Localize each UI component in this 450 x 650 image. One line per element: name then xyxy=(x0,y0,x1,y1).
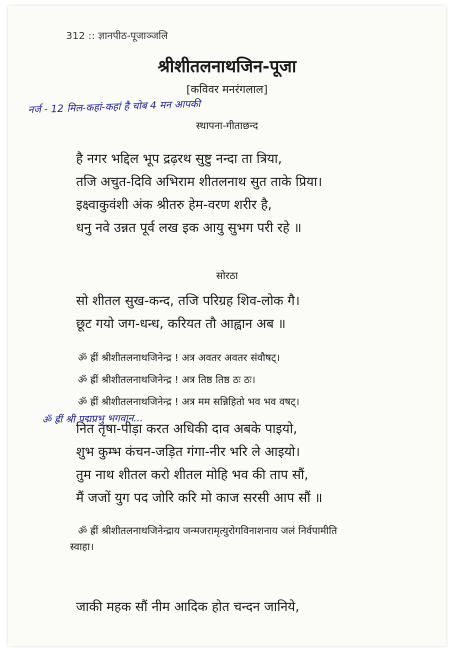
sortha-label: सोरठा xyxy=(216,271,238,282)
mantra-line: ॐ ह्रीं श्रीशीतलनाथजिनेन्द्र ! अत्र मम सन्निहितो भव भव वषट्। xyxy=(78,397,300,408)
verse-line: नित तृषा-पीड़ा करत अधिकी दाव अबके पाइयो, xyxy=(76,422,298,437)
metre-label: स्थापना-गीताछन्द xyxy=(195,121,259,132)
verse-line: है नगर भद्दिल भूप द्रढ़रथ सुष्टु नन्दा ता त्रिया, xyxy=(76,152,283,167)
verse-line: शुभ कुम्भ कंचन-जड़ित गंगा-नीर भरि ले आइयो। xyxy=(76,445,301,460)
verse-line: धनु नवे उन्नत पूर्व लख इक आयु सुभग परी रहे ॥ xyxy=(76,221,302,236)
offering-line: ॐ ह्रीं श्रीशीतलनाथजिनेन्द्राय जन्मजरामृत्युरोगविनाशनाय जलं निर्वपामीति xyxy=(78,526,338,537)
handwritten-note-mantra: ॐ ह्रीं श्री पद्मप्रभु भगवान... xyxy=(41,413,144,426)
verse-water-offering xyxy=(76,418,426,510)
verse-line: सो शीतल सुख-कन्द, तजि परिग्रह शिव-लोक गै। xyxy=(76,294,300,309)
page-title: श्रीशीतलनाथजिन-पूजा xyxy=(157,57,297,77)
offering-mantra xyxy=(70,524,428,556)
verse-invocation xyxy=(76,148,426,240)
verse-line: छूट गयो जग-धन्ध, करियत तौ आह्वान अब ॥ xyxy=(76,317,286,332)
author-credit: [कविवर मनरंगलाल] xyxy=(186,83,268,96)
verse-line: मैं जजों युग पद जोरि करि मो काज सरसी आप सौं ॥ xyxy=(76,491,323,506)
verse-line: तजि अचुत-दिवि अभिराम शीतलनाथ सुत ताके प्रिया। xyxy=(76,175,323,190)
verse-line: जाकी महक सौं नीम आदिक होत चन्दन जानिये, xyxy=(76,600,300,615)
book-page xyxy=(8,6,446,646)
handwritten-note-tune: नर्ज - 12 मिल-कहां-कहां है चोब 4 मन आपकी xyxy=(27,98,201,116)
verse-sandal-offering xyxy=(76,596,426,619)
mantra-line: ॐ ह्रीं श्रीशीतलनाथजिनेन्द्र ! अत्र तिष्ठ तिष्ठ ठः ठः। xyxy=(78,375,256,386)
verse-line: इक्ष्वाकुवंशी अंक श्रीतरु हेम-वरण शरीर है, xyxy=(76,198,272,213)
mantra-line: ॐ ह्रीं श्रीशीतलनाथजिनेन्द्र ! अत्र अवतर अवतर संवौषट्। xyxy=(78,353,280,364)
verse-line: तुम नाथ शीतल करो शीतल मोहि भव की ताप सौं, xyxy=(76,468,309,483)
running-header: 312 :: ज्ञानपीठ-पूजाञ्जलि xyxy=(66,31,168,42)
offering-line: स्वाहा। xyxy=(70,542,94,553)
verse-sortha xyxy=(76,290,426,336)
